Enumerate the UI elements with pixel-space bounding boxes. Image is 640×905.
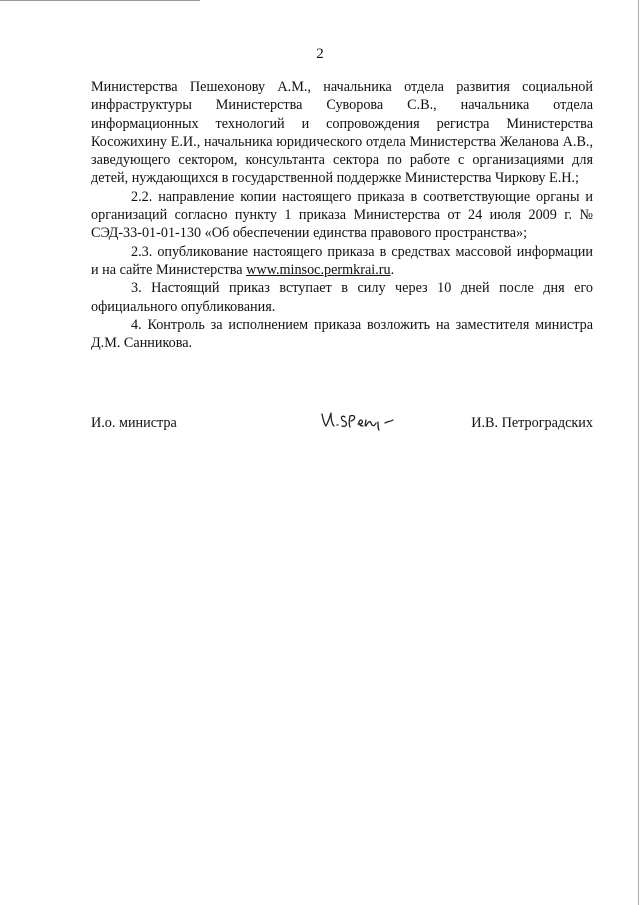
paragraph-2-3-text: 2.3. опубликование настоящего приказа в средствах массовой информации и на сайте Министерства: [91, 243, 593, 278]
paragraph-4: 4. Контроль за исполнением приказа возложить на заместителя министра Д.М. Санникова.: [91, 316, 593, 352]
scan-right-edge: [638, 0, 639, 905]
scan-top-edge: [0, 0, 200, 1]
paragraph-continuation: Министерства Пешехонову А.М., начальника отдела развития социальной инфраструктуры Министерства Суворова С.В., начальника отдела информационных технологий и сопровождения регистра Министерства Косожихину Е.И., начальника юридического отдела Министерства Желанова А.В., заведующего сектором, консультанта сектора по работе с организациями для детей, нуждающихся в государственной поддержке Министерства Чиркову Е.Н.;: [91, 79, 593, 187]
paragraph-3: 3. Настоящий приказ вступает в силу через 10 дней после дня его официального опубликования.: [91, 280, 593, 315]
page-number: 2: [316, 46, 324, 62]
paragraph-2-2: 2.2. направление копии настоящего приказа в соответствующие органы и организаций согласно пункту 1 приказа Министерства от 24 июля 2009 г. № СЭД-33-01-01-130 «Об обеспечении единства правового пространства»;: [91, 188, 593, 242]
paragraph-2-3-end: .: [390, 261, 395, 278]
signatory-name: И.В. Петроградских: [471, 415, 593, 431]
paragraph-2-3: [91, 243, 593, 280]
document-body: [91, 78, 593, 352]
signature-block: [91, 413, 593, 437]
signatory-position: И.о. министра: [91, 415, 177, 431]
ministry-website-link[interactable]: www.minsoc.permkrai.ru: [246, 261, 391, 278]
handwritten-signature: [319, 407, 399, 433]
